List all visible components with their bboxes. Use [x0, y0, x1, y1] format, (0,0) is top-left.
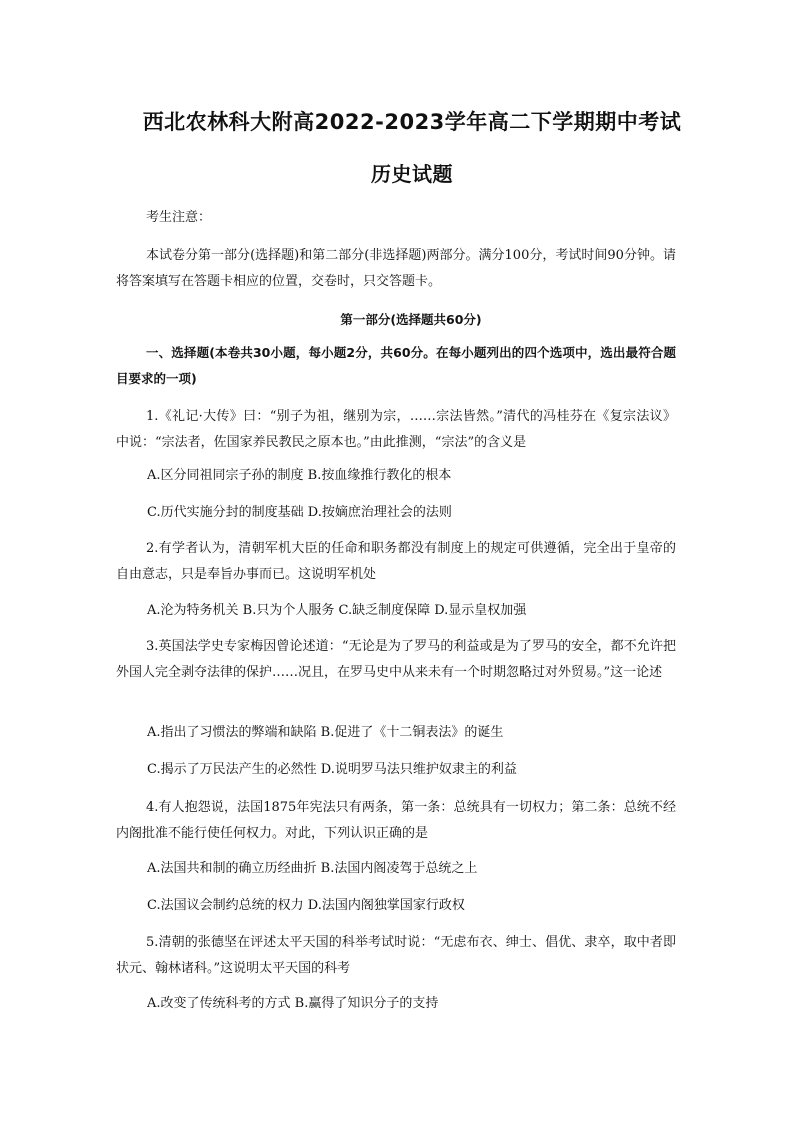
- exam-subtitle: 历史试题: [371, 162, 453, 186]
- question-4-options-row-2: C.法国议会制约总统的权力 D.法国内阁独掌国家行政权: [147, 898, 465, 913]
- notice-text: 本试卷分第一部分(选择题)和第二部分(非选择题)两部分。满分100分，考试时间90分钟。请将答案填写在答题卡相应的位置，交卷时，只交答题卡。: [116, 248, 676, 289]
- question-3-options-row-2: C.揭示了万民法产生的必然性 D.说明罗马法只维护奴隶主的利益: [147, 762, 517, 777]
- part1-instruction: 一、选择题(本卷共30小题，每小题2分，共60分。在每小题列出的四个选项中，选出最符合题目要求的一项): [116, 345, 676, 386]
- question-1-options-row-1: A.区分同祖同宗子孙的制度 B.按血缘推行教化的根本: [147, 468, 452, 483]
- question-5-options-row-1: A.改变了传统科考的方式 B.赢得了知识分子的支持: [147, 996, 439, 1011]
- question-1-options-row-2: C.历代实施分封的制度基础 D.按嫡庶治理社会的法则: [147, 505, 452, 520]
- notice-label: 考生注意：: [146, 210, 212, 225]
- part1-heading: 第一部分(选择题共60分): [340, 312, 482, 327]
- question-1-stem: 1.《礼记·大传》曰：“别子为祖，继别为宗，……宗法皆然。”清代的冯桂芬在《复宗法议》中说：“宗法者，佐国家养民教民之原本也。”由此推测，“宗法”的含义是: [116, 409, 676, 450]
- question-2-stem: 2.有学者认为，清朝军机大臣的任命和职务都没有制度上的规定可供遵循，完全出于皇帝的自由意志，只是奉旨办事而已。这说明军机处: [116, 541, 676, 582]
- question-4-options-row-1: A.法国共和制的确立历经曲折 B.法国内阁凌驾于总统之上: [147, 861, 478, 876]
- exam-title: 西北农林科大附高2022-2023学年高二下学期期中考试: [142, 110, 682, 134]
- question-4-stem: 4.有人抱怨说，法国1875年宪法只有两条，第一条：总统具有一切权力；第二条：总统不经内阁批准不能行使任何权力。对此，下列认识正确的是: [116, 800, 676, 841]
- question-3-stem: 3.英国法学史专家梅因曾论述道：“无论是为了罗马的利益或是为了罗马的安全，都不允许把外国人完全剥夺法律的保护……况且，在罗马史中从来未有一个时期忽略过对外贸易。”这一论述: [116, 639, 676, 680]
- question-5-stem: 5.清朝的张德坚在评述太平天国的科举考试时说：“无虑布衣、绅士、倡优、隶卒，取中者即状元、翰林诸科。”这说明太平天国的科考: [116, 935, 676, 976]
- question-2-options-row-1: A.沦为特务机关 B.只为个人服务 C.缺乏制度保障 D.显示皇权加强: [147, 603, 527, 618]
- question-3-options-row-1: A.指出了习惯法的弊端和缺陷 B.促进了《十二铜表法》的诞生: [147, 725, 504, 740]
